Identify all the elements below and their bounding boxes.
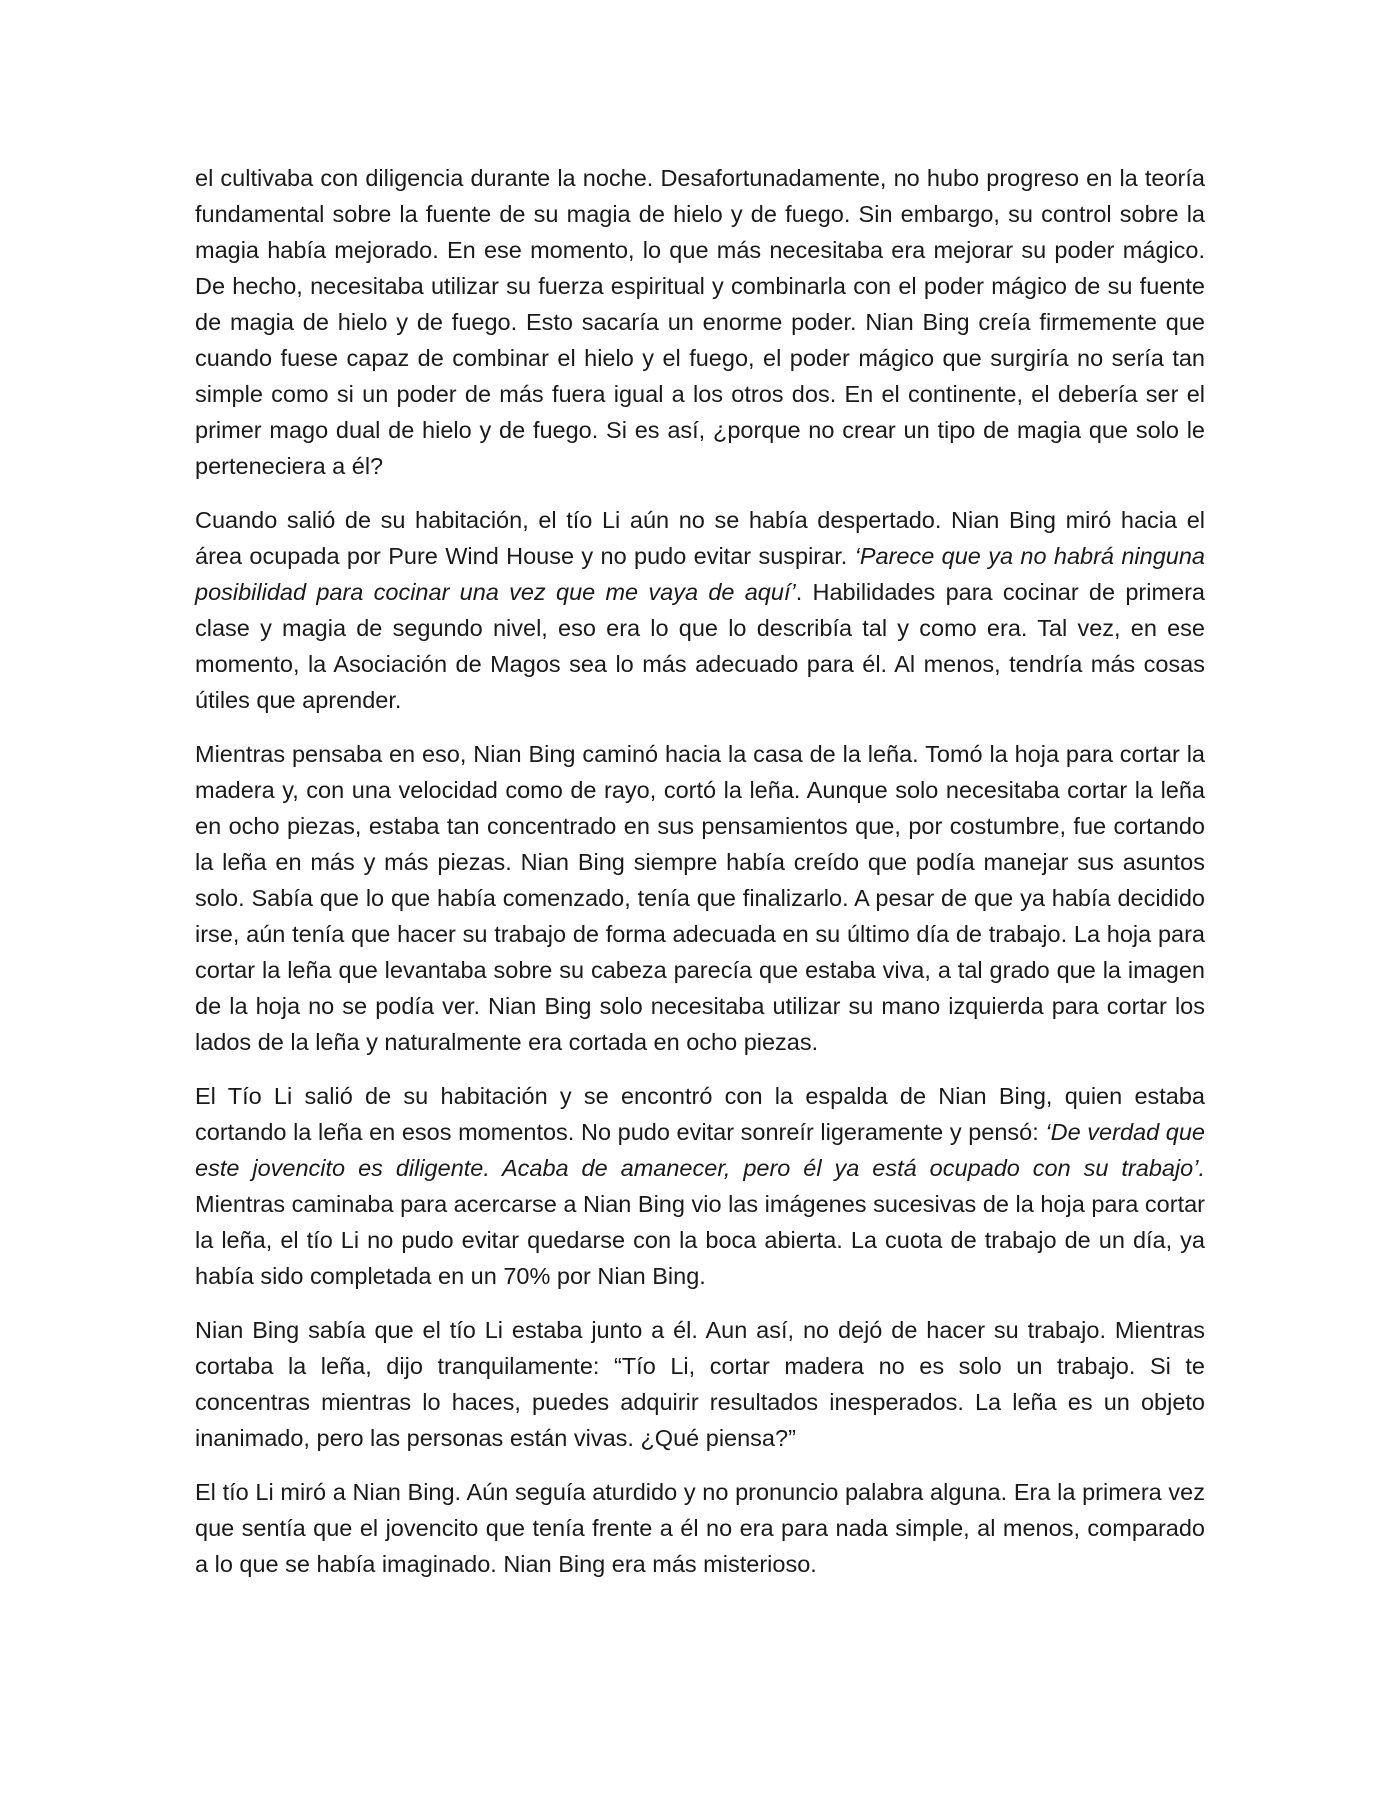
italic-thought: ‘Parece que ya no habrá ninguna posibilidad para cocinar una vez que me vaya de aquí’: [195, 543, 1205, 605]
paragraph-6: [195, 1474, 1205, 1582]
paragraph-text: El Tío Li salió de su habitación y se encontró con la espalda de Nian Bing, quien estaba cortando la leña en esos momentos. No pudo evitar sonreír ligeramente y pensó:: [195, 1083, 1205, 1145]
paragraph-text: . Habilidades para cocinar de primera clase y magia de segundo nivel, eso era lo que lo describía tal y como era. Tal vez, en ese momento, la Asociación de Magos sea lo más adecuado para él. Al menos, tendría más cosas útiles que aprender.: [195, 579, 1205, 713]
paragraph-text: Mientras caminaba para acercarse a Nian Bing vio las imágenes sucesivas de la hoja para cortar la leña, el tío Li no pudo evitar quedarse con la boca abierta. La cuota de trabajo de un día, ya había sido completada en un 70% por Nian Bing.: [195, 1191, 1205, 1289]
paragraph-text: El tío Li miró a Nian Bing. Aún seguía aturdido y no pronuncio palabra alguna. Era la primera vez que sentía que el jovencito que tenía frente a él no era para nada simple, al menos, comparado a lo que se había imaginado. Nian Bing era más misterioso.: [195, 1479, 1205, 1577]
paragraph-text: Mientras pensaba en eso, Nian Bing caminó hacia la casa de la leña. Tomó la hoja para cortar la madera y, con una velocidad como de rayo, cortó la leña. Aunque solo necesitaba cortar la leña en ocho piezas, estaba tan concentrado en sus pensamientos que, por costumbre, fue cortando la leña en más y más piezas. Nian Bing siempre había creído que podía manejar sus asuntos solo. Sabía que lo que había comenzado, tenía que finalizarlo. A pesar de que ya había decidido irse, aún tenía que hacer su trabajo de forma adecuada en su último día de trabajo. La hoja para cortar la leña que levantaba sobre su cabeza parecía que estaba viva, a tal grado que la imagen de la hoja no se podía ver. Nian Bing solo necesitaba utilizar su mano izquierda para cortar los lados de la leña y naturalmente era cortada en ocho piezas.: [195, 741, 1205, 1055]
document-page: [195, 160, 1205, 1600]
paragraph-1: [195, 160, 1205, 484]
paragraph-2: [195, 502, 1205, 718]
paragraph-5: [195, 1312, 1205, 1456]
paragraph-text: Cuando salió de su habitación, el tío Li aún no se había despertado. Nian Bing miró hacia el área ocupada por Pure Wind House y no pudo evitar suspirar.: [195, 507, 1205, 569]
italic-thought: ‘De verdad que este jovencito es diligente. Acaba de amanecer, pero él ya está ocupado con su trabajo’.: [195, 1119, 1205, 1181]
paragraph-text: el cultivaba con diligencia durante la noche. Desafortunadamente, no hubo progreso en la teoría fundamental sobre la fuente de su magia de hielo y de fuego. Sin embargo, su control sobre la magia había mejorado. En ese momento, lo que más necesitaba era mejorar su poder mágico. De hecho, necesitaba utilizar su fuerza espiritual y combinarla con el poder mágico de su fuente de magia de hielo y de fuego. Esto sacaría un enorme poder. Nian Bing creía firmemente que cuando fuese capaz de combinar el hielo y el fuego, el poder mágico que surgiría no sería tan simple como si un poder de más fuera igual a los otros dos. En el continente, el debería ser el primer mago dual de hielo y de fuego. Si es así, ¿porque no crear un tipo de magia que solo le perteneciera a él?: [195, 165, 1205, 479]
paragraph-4: [195, 1078, 1205, 1294]
paragraph-text: Nian Bing sabía que el tío Li estaba junto a él. Aun así, no dejó de hacer su trabajo. Mientras cortaba la leña, dijo tranquilamente: “Tío Li, cortar madera no es solo un trabajo. Si te concentras mientras lo haces, puedes adquirir resultados inesperados. La leña es un objeto inanimado, pero las personas están vivas. ¿Qué piensa?”: [195, 1317, 1205, 1451]
paragraph-3: [195, 736, 1205, 1060]
